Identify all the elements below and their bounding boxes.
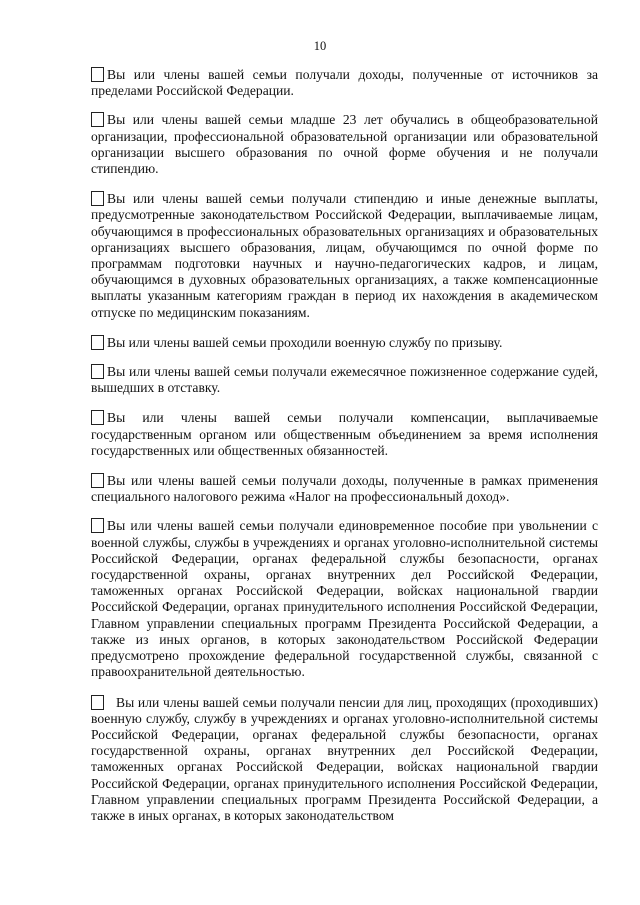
checklist-item-text: Вы или члены вашей семьи получали доходы, полученные в рамках применения специального налогового режима «Налог на профессиональный доход». bbox=[91, 473, 598, 505]
checkbox-military-conscription[interactable] bbox=[91, 335, 104, 350]
checklist-item-text: Вы или члены вашей семьи получали доходы, полученные от источников за пределами Российской Федерации. bbox=[91, 67, 598, 99]
checkbox-foreign-income[interactable] bbox=[91, 67, 104, 82]
checklist-item-text: Вы или члены вашей семьи получали ежемесячное пожизненное содержание судей, вышедших в отставку. bbox=[91, 364, 598, 396]
checkbox-dismissal-allowance[interactable] bbox=[91, 518, 104, 533]
checklist-item-text: Вы или члены вашей семьи получали стипендию и иные денежные выплаты, предусмотренные законодательством Российской Федерации, выплачиваемые лицам, обучающимся в профессиональных образовательных организациях и образовательных организациях высшего образования, лицам, обучающимся по очной форме по программам подготовки научных и научно-педагогических кадров, и лицам, обучающимся в духовных образовательных организациях, а также компенсационные выплаты указанным категориям граждан в период их нахождения в академическом отпуске по медицинским показаниям. bbox=[91, 191, 598, 320]
checklist-item-professional-income-tax bbox=[91, 473, 598, 505]
checklist-item-text: Вы или члены вашей семьи получали пенсии для лиц, проходящих (проходивших) военную службу, службу в учреждениях и органах уголовно-исполнительной системы Российской Федерации, органах федеральной службы безопасности, органах государственной охраны, органах внутренних дел Российской Федерации, таможенных органах Российской Федерации, войсках национальной гвардии Российской Федерации, органах принудительного исполнения Российской Федерации, Главном управлении специальных программ Президента Российской Федерации, а также в иных органах, в которых законодательством bbox=[91, 694, 598, 823]
checklist-item-students-no-stipend bbox=[91, 112, 598, 177]
page-number: 10 bbox=[313, 39, 327, 53]
checklist-item-public-duties-compensation bbox=[91, 410, 598, 459]
checklist-item-text: Вы или члены вашей семьи получали единовременное пособие при увольнении с военной службы, службы в учреждениях и органах уголовно-исполнительной системы Российской Федерации, органах федеральной службы безопасности, органах государственной охраны, органах внутренних дел Российской Федерации, таможенных органах Российской Федерации, войсках национальной гвардии Российской Федерации, органах принудительного исполнения Российской Федерации, Главном управлении специальных программ Президента Российской Федерации, а также из иных органов, в которых законодательством Российской Федерации предусмотрено прохождение федеральной государственной службы, связанной с правоохранительной деятельностью. bbox=[91, 518, 598, 680]
checklist-item-text: Вы или члены вашей семьи проходили военную службу по призыву. bbox=[107, 334, 503, 350]
checkbox-professional-income-tax[interactable] bbox=[91, 473, 104, 488]
checklist-item-military-conscription bbox=[91, 335, 598, 351]
checklist-item-judges-allowance bbox=[91, 364, 598, 396]
checklist-item-foreign-income bbox=[91, 67, 598, 99]
checkbox-stipend[interactable] bbox=[91, 191, 104, 206]
checklist-item-text: Вы или члены вашей семьи получали компенсации, выплачиваемые государственным органом или общественным объединением за время исполнения государственных или общественных обязанностей. bbox=[91, 410, 598, 458]
checklist-item-dismissal-allowance bbox=[91, 518, 598, 680]
income-checklist bbox=[91, 67, 598, 824]
checklist-item-stipend bbox=[91, 191, 598, 321]
checklist-item-text: Вы или члены вашей семьи младше 23 лет обучались в общеобразовательной организации, профессиональной образовательной организации или образовательной организации высшего образования по очной форме обучения и не получали стипендию. bbox=[91, 112, 598, 177]
checkbox-judges-allowance[interactable] bbox=[91, 364, 104, 379]
checkbox-service-pensions[interactable] bbox=[91, 695, 104, 710]
checkbox-students-no-stipend[interactable] bbox=[91, 112, 104, 127]
checkbox-public-duties-compensation[interactable] bbox=[91, 410, 104, 425]
checklist-item-service-pensions bbox=[91, 695, 598, 825]
